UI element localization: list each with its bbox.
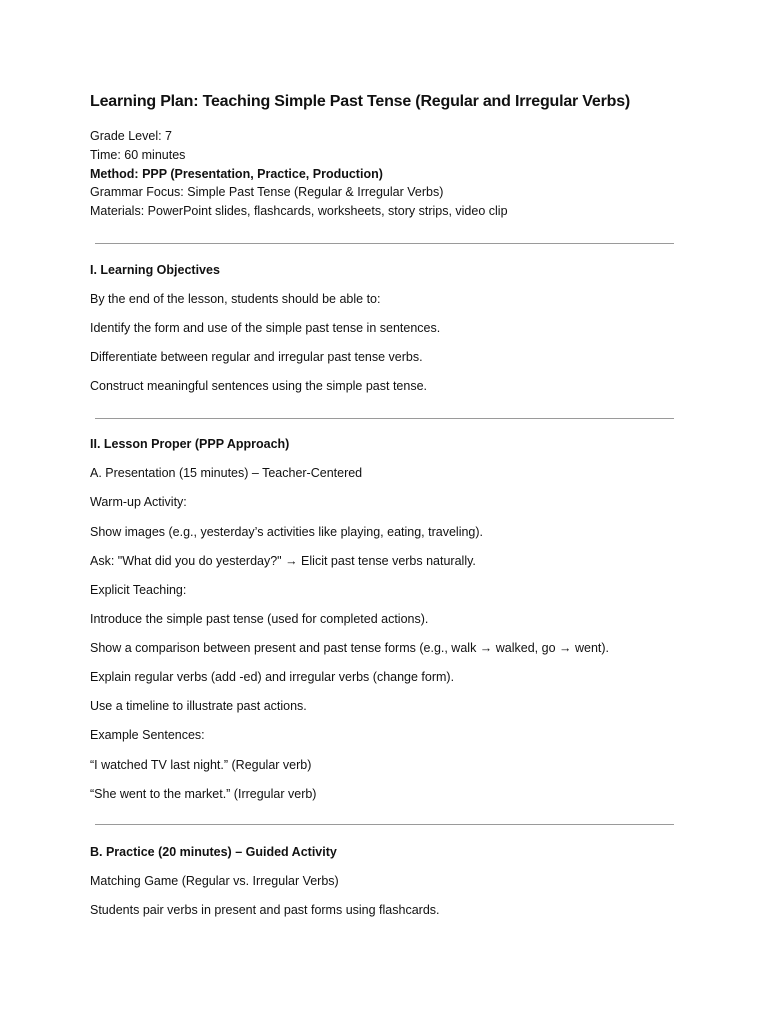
- explicit-teaching-item: Show a comparison between present and past tense forms (e.g., walk → walked, go → went).: [90, 641, 610, 655]
- example-sentence: “She went to the market.” (Irregular verb): [90, 787, 317, 801]
- practice-heading: B. Practice (20 minutes) – Guided Activity: [90, 845, 337, 859]
- explicit-teaching-item: Explain regular verbs (add -ed) and irregular verbs (change form).: [90, 670, 455, 684]
- objectives-intro: By the end of the lesson, students should be able to:: [90, 292, 381, 306]
- divider: [95, 824, 674, 825]
- lesson-meta: [90, 127, 508, 221]
- divider: [95, 418, 674, 419]
- presentation-heading: A. Presentation (15 minutes) – Teacher-Centered: [90, 466, 363, 480]
- grade-level: Grade Level: 7: [90, 129, 172, 143]
- materials: Materials: PowerPoint slides, flashcards, worksheets, story strips, video clip: [90, 204, 508, 219]
- grammar-focus: Grammar Focus: Simple Past Tense (Regular & Irregular Verbs): [90, 185, 444, 200]
- section-heading-lesson: II. Lesson Proper (PPP Approach): [90, 437, 290, 451]
- explicit-teaching-label: Explicit Teaching:: [90, 583, 187, 597]
- method: Method: PPP (Presentation, Practice, Production): [90, 166, 383, 181]
- objective-item: Construct meaningful sentences using the simple past tense.: [90, 379, 427, 393]
- section-heading-objectives: I. Learning Objectives: [90, 263, 220, 277]
- practice-activity: Matching Game (Regular vs. Irregular Verbs): [90, 874, 339, 888]
- objective-item: Differentiate between regular and irregular past tense verbs.: [90, 350, 423, 364]
- document-title: Learning Plan: Teaching Simple Past Tense (Regular and Irregular Verbs): [90, 93, 631, 110]
- objective-item: Identify the form and use of the simple past tense in sentences.: [90, 321, 441, 335]
- explicit-teaching-item: Use a timeline to illustrate past actions.: [90, 699, 307, 713]
- explicit-teaching-item: Introduce the simple past tense (used for completed actions).: [90, 612, 429, 626]
- warmup-item: Show images (e.g., yesterday’s activities like playing, eating, traveling).: [90, 525, 484, 539]
- examples-label: Example Sentences:: [90, 728, 205, 742]
- divider: [95, 243, 674, 244]
- example-sentence: “I watched TV last night.” (Regular verb): [90, 758, 312, 772]
- time: Time: 60 minutes: [90, 147, 186, 162]
- practice-description: Students pair verbs in present and past forms using flashcards.: [90, 903, 440, 917]
- warmup-item: Ask: "What did you do yesterday?" → Elicit past tense verbs naturally.: [90, 554, 476, 568]
- warmup-label: Warm-up Activity:: [90, 495, 187, 509]
